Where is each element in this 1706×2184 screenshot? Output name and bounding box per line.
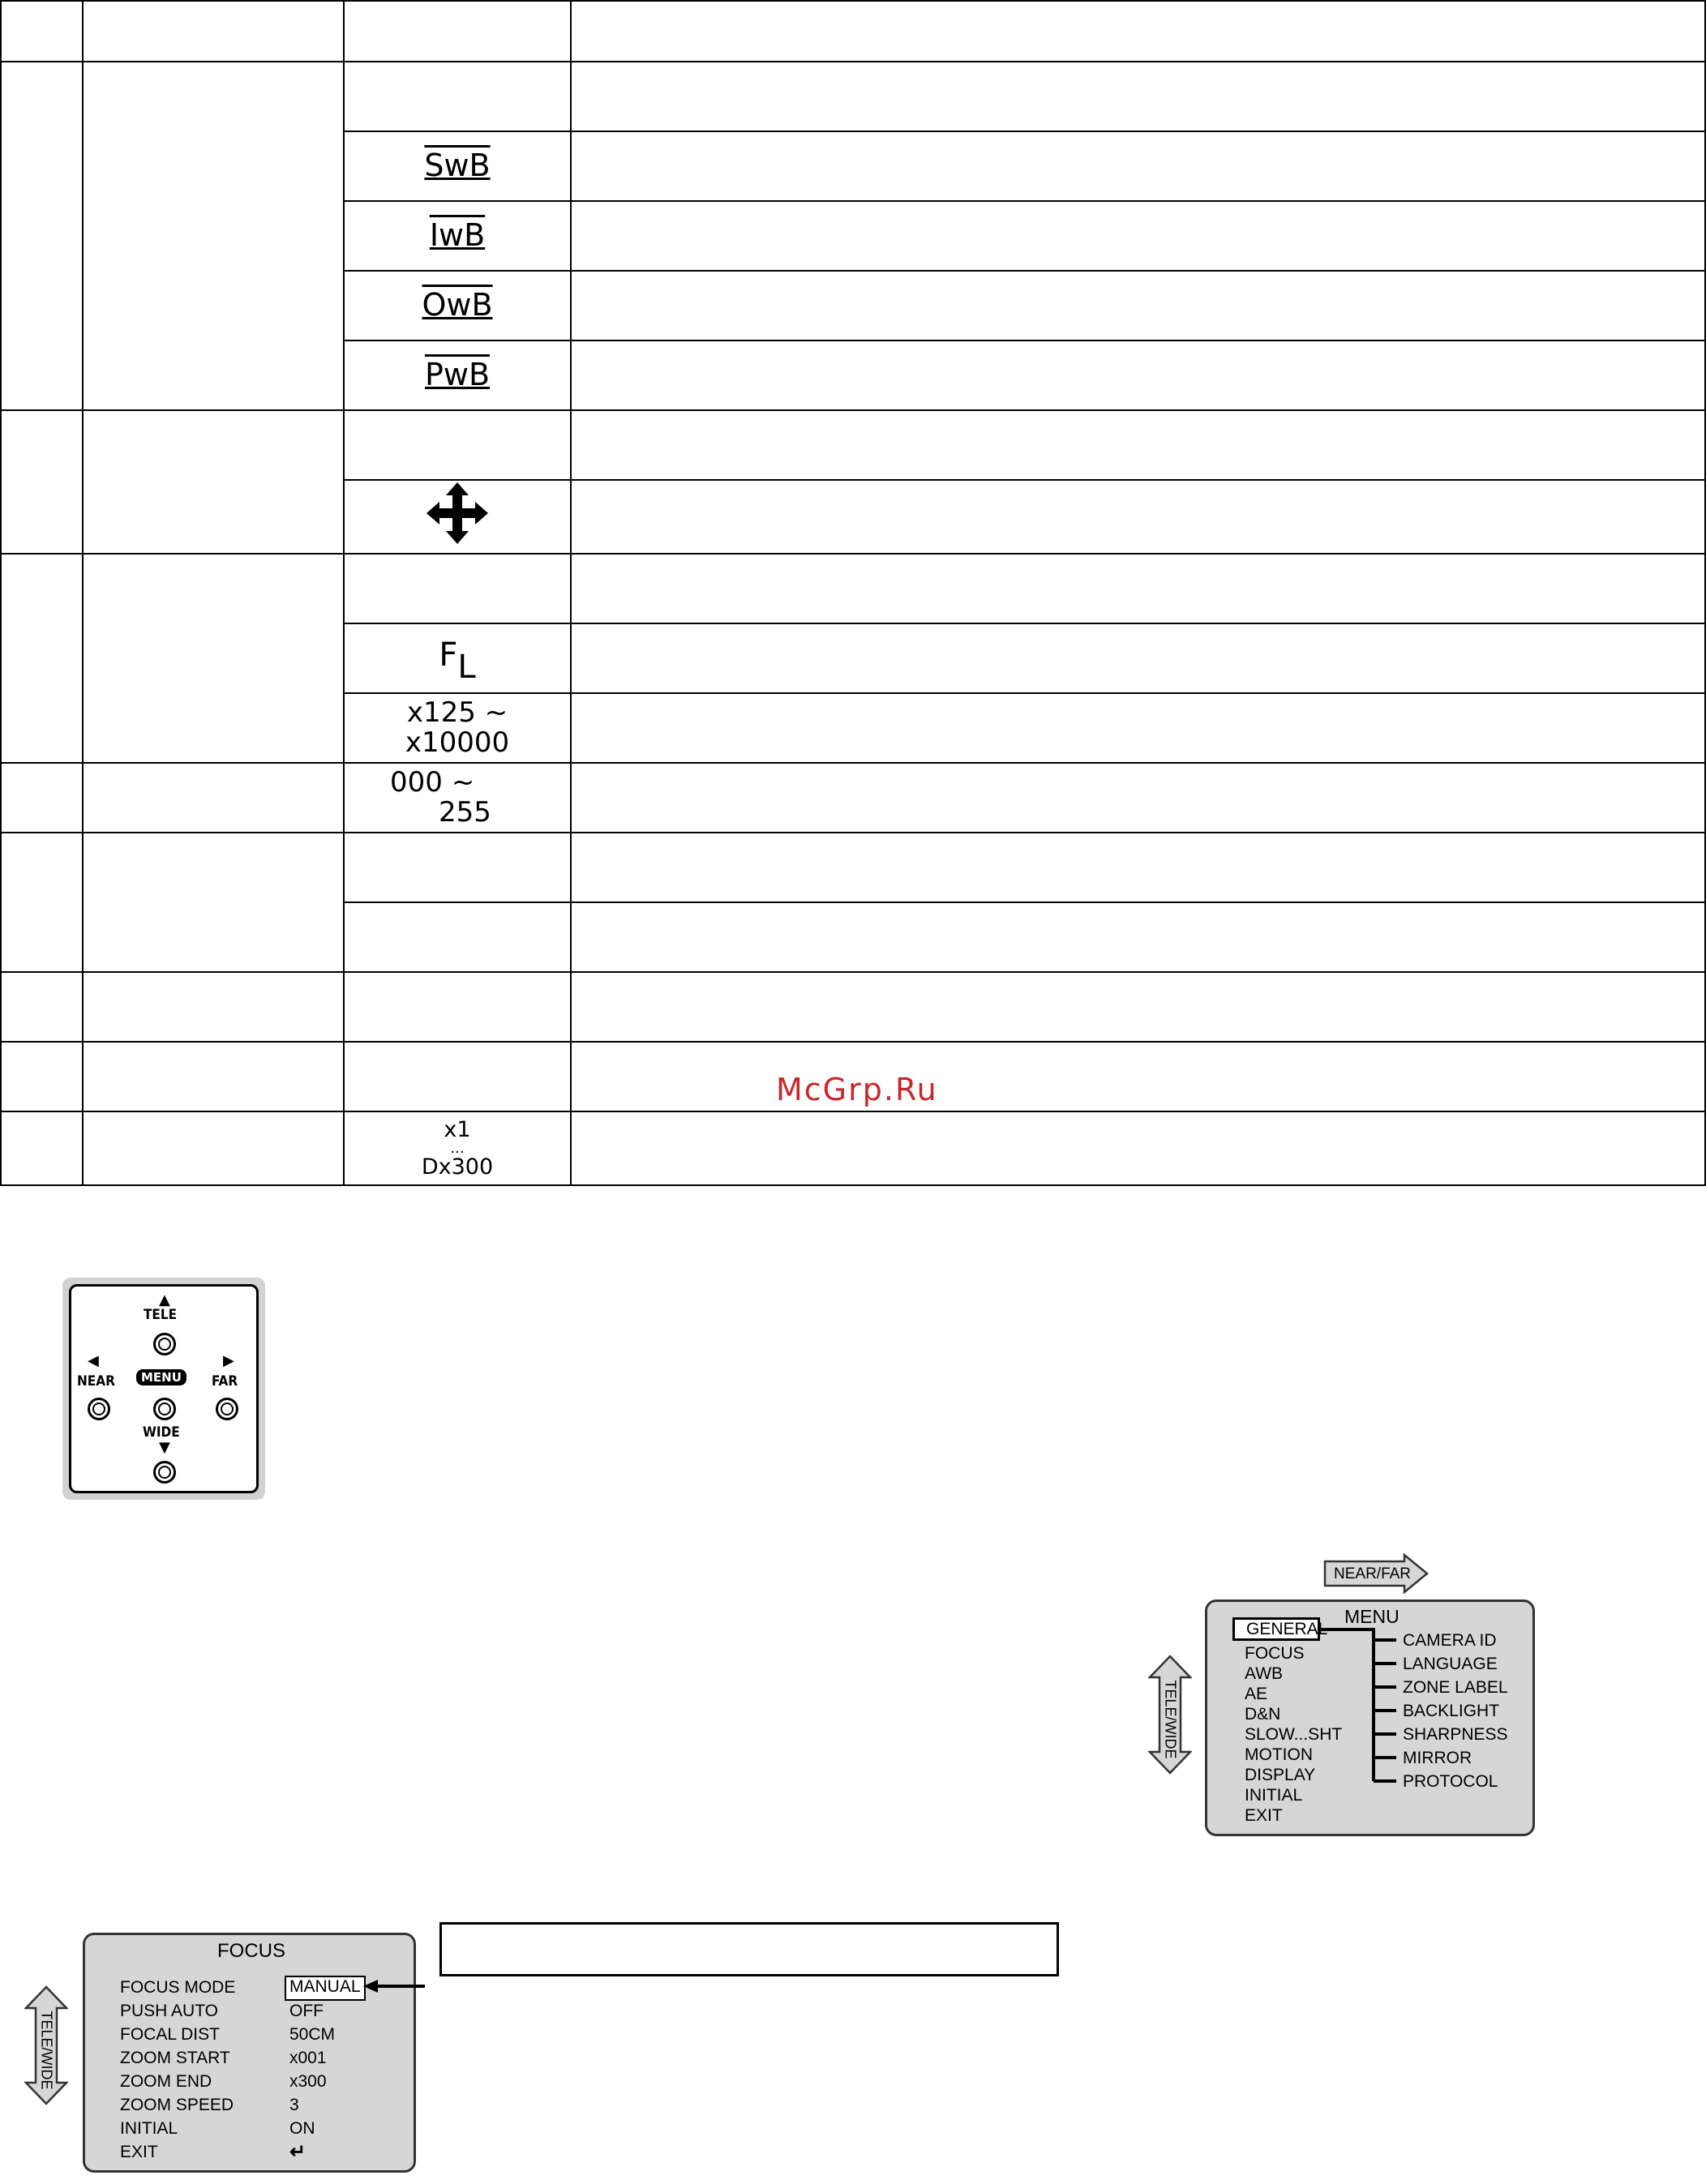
wide-button[interactable] — [153, 1461, 176, 1484]
table-cell — [344, 480, 571, 554]
table-cell — [344, 554, 571, 623]
enter-return-icon[interactable]: ↵ — [289, 2141, 306, 2163]
zoom-end-value[interactable]: x300 — [289, 2072, 327, 2091]
table-cell — [571, 902, 1705, 972]
submenu-item-language[interactable]: LANGUAGE — [1403, 1655, 1498, 1673]
awb-symbol-iwb: IwB — [429, 216, 486, 253]
menu-item-ae[interactable]: AE — [1245, 1685, 1268, 1703]
table-cell — [571, 62, 1705, 131]
menu-item-focus[interactable]: FOCUS — [1245, 1644, 1305, 1663]
table-row — [1, 1111, 1705, 1185]
table-row — [1, 410, 1705, 480]
table-cell — [83, 62, 344, 410]
table-cell — [344, 833, 571, 902]
focal-dist-value[interactable]: 50CM — [289, 2025, 336, 2044]
level-range — [345, 765, 570, 829]
menu-item-dn[interactable]: D&N — [1245, 1705, 1281, 1724]
submenu-item-protocol[interactable]: PROTOCOL — [1403, 1772, 1498, 1791]
zoom-range — [345, 1117, 570, 1179]
awb-symbol-pwb: PwB — [424, 356, 491, 392]
menu-title: MENU — [1344, 1606, 1400, 1627]
initial-label: INITIAL — [120, 2119, 178, 2138]
table-cell — [571, 1042, 1705, 1111]
table-cell — [1, 410, 83, 554]
table-cell — [344, 693, 571, 763]
table-cell — [344, 340, 571, 410]
table-cell — [83, 1, 344, 62]
level-range-min: 000 ~ — [390, 765, 475, 799]
submenu-item-sharpness[interactable]: SHARPNESS — [1403, 1725, 1508, 1744]
four-way-arrow-icon — [425, 481, 490, 546]
table-cell — [571, 410, 1705, 480]
menu-item-slow-sht[interactable]: SLOW...SHT — [1245, 1725, 1343, 1744]
initial-value[interactable]: ON — [289, 2119, 315, 2138]
table-cell — [83, 1111, 344, 1185]
table-cell — [571, 623, 1705, 693]
push-auto-label: PUSH AUTO — [120, 2002, 218, 2020]
table-cell — [83, 554, 344, 763]
focus-symbol-main: F — [439, 636, 458, 674]
table-cell — [571, 201, 1705, 271]
far-label: FAR — [212, 1373, 238, 1390]
table-cell — [1, 62, 83, 410]
zoom-end-label: ZOOM END — [120, 2072, 212, 2091]
submenu-item-backlight[interactable]: BACKLIGHT — [1403, 1702, 1500, 1720]
awb-symbol-swb: SwB — [424, 147, 491, 183]
watermark: McGrp.Ru — [776, 1072, 938, 1107]
focus-title: FOCUS — [217, 1940, 285, 1962]
focus-symbol-sub: L — [457, 648, 476, 686]
table-cell — [83, 410, 344, 554]
table-cell — [571, 972, 1705, 1042]
far-button[interactable] — [216, 1398, 238, 1420]
zoom-range-ellipsis: ... — [450, 1139, 465, 1157]
table-cell — [571, 554, 1705, 623]
table-cell — [83, 833, 344, 972]
table-cell — [83, 1042, 344, 1111]
down-triangle-icon: ▼ — [159, 1439, 170, 1456]
table-cell — [571, 693, 1705, 763]
focus-value-list — [289, 1999, 335, 2164]
table-cell — [344, 1, 571, 62]
submenu-item-zone-label[interactable]: ZONE LABEL — [1403, 1678, 1508, 1697]
awb-symbol-owb: OwB — [422, 286, 493, 323]
table-cell — [571, 271, 1705, 340]
table-cell — [1, 763, 83, 833]
focus-label-list — [120, 1976, 235, 2164]
table-cell — [344, 763, 571, 833]
tele-label: TELE — [144, 1307, 178, 1323]
table-cell — [1, 554, 83, 763]
focus-symbol — [439, 636, 476, 686]
table-cell — [83, 763, 344, 833]
table-cell — [1, 1111, 83, 1185]
table-cell — [571, 1, 1705, 62]
wide-label: WIDE — [143, 1424, 180, 1441]
menu-label: MENU — [136, 1369, 186, 1385]
focus-mode-label: FOCUS MODE — [120, 1978, 236, 1997]
menu-item-awb[interactable]: AWB — [1245, 1664, 1284, 1683]
zoom-speed-label: ZOOM SPEED — [120, 2096, 234, 2114]
zoom-start-label: ZOOM START — [120, 2049, 230, 2067]
menu-item-motion[interactable]: MOTION — [1245, 1745, 1313, 1764]
pointer-arrow-icon — [362, 1978, 426, 1994]
menu-button[interactable] — [153, 1398, 176, 1420]
zoom-range-min: x1 — [444, 1117, 471, 1143]
left-triangle-icon: ◀ — [88, 1352, 99, 1369]
table-cell — [571, 480, 1705, 554]
table-cell — [344, 410, 571, 480]
table-cell — [344, 271, 571, 340]
table-cell — [1, 972, 83, 1042]
near-far-label: NEAR/FAR — [1334, 1565, 1412, 1582]
table-header-row — [1, 1, 1705, 62]
table-cell — [344, 62, 571, 131]
table-cell — [1, 833, 83, 972]
shutter-range-max: x10000 — [405, 726, 510, 759]
table-row — [1, 554, 1705, 623]
table-cell — [344, 972, 571, 1042]
table-cell — [344, 201, 571, 271]
table-cell — [571, 1111, 1705, 1185]
submenu-item-mirror[interactable]: MIRROR — [1403, 1749, 1472, 1767]
table-cell — [344, 623, 571, 693]
table-cell — [571, 131, 1705, 201]
shutter-range — [345, 698, 570, 759]
menu-item-display[interactable]: DISPLAY — [1245, 1766, 1316, 1784]
shutter-range-min: x125 ~ — [406, 696, 508, 729]
table-cell — [83, 972, 344, 1042]
table-row — [1, 833, 1705, 902]
menu-item-initial[interactable]: INITIAL — [1245, 1786, 1303, 1805]
push-auto-value[interactable]: OFF — [289, 2002, 324, 2020]
table-cell — [571, 763, 1705, 833]
table-cell — [344, 902, 571, 972]
zoom-speed-value[interactable]: 3 — [289, 2096, 299, 2114]
empty-note-box — [439, 1922, 1059, 1976]
level-range-max: 255 — [439, 796, 491, 829]
table-cell — [344, 131, 571, 201]
menu-item-exit[interactable]: EXIT — [1245, 1806, 1283, 1825]
focus-tele-wide-label: TELE/WIDE — [38, 2011, 55, 2090]
table-cell — [1, 1, 83, 62]
tele-button[interactable] — [153, 1333, 176, 1355]
table-row — [1, 763, 1705, 833]
exit-label: EXIT — [120, 2143, 158, 2161]
table-cell — [1, 1042, 83, 1111]
submenu-tree-lines — [1318, 1625, 1400, 1796]
table-cell — [344, 1111, 571, 1185]
menu-tele-wide-label: TELE/WIDE — [1162, 1680, 1179, 1759]
focus-mode-value[interactable]: MANUAL — [285, 1976, 366, 2001]
right-triangle-icon: ▶ — [223, 1352, 234, 1369]
table-row — [1, 62, 1705, 131]
up-triangle-icon: ▲ — [159, 1291, 170, 1308]
table-cell — [571, 833, 1705, 902]
table-cell — [571, 340, 1705, 410]
table-row — [1, 972, 1705, 1042]
focal-dist-label: FOCAL DIST — [120, 2025, 220, 2044]
zoom-range-max: Dx300 — [421, 1154, 494, 1180]
submenu-list — [1403, 1629, 1508, 1793]
near-button[interactable] — [88, 1398, 110, 1420]
table-cell — [344, 1042, 571, 1111]
zoom-start-value[interactable]: x001 — [289, 2049, 327, 2067]
menu-item-general-selected[interactable]: GENERAL — [1232, 1617, 1320, 1641]
near-label: NEAR — [77, 1373, 115, 1390]
submenu-item-camera-id[interactable]: CAMERA ID — [1403, 1631, 1497, 1650]
